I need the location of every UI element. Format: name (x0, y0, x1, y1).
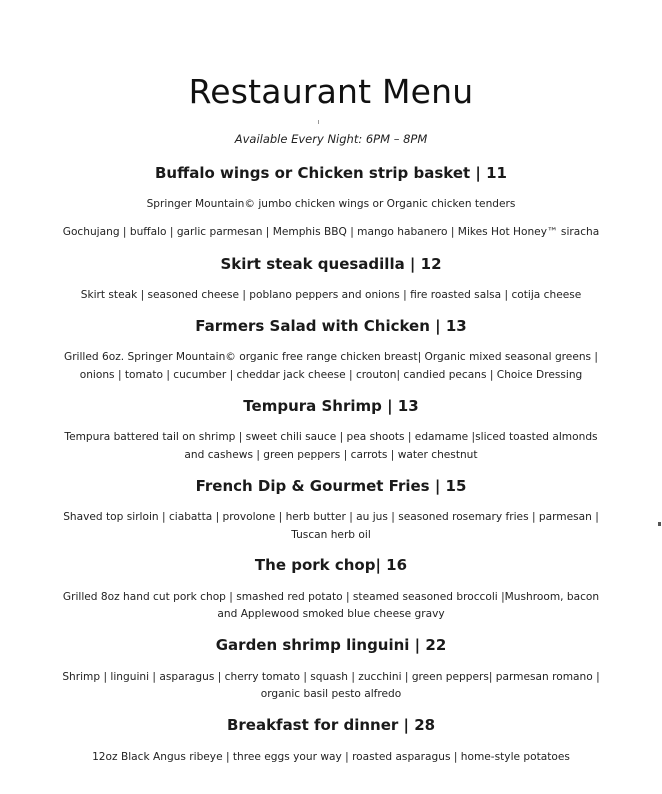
menu-item-description: 12oz Black Angus ribeye | three eggs your way | roasted asparagus | home-style potatoes (92, 751, 570, 763)
menu-item-description: organic basil pesto alfredo (260, 688, 402, 700)
menu-item-description: Skirt steak | seasoned cheese | poblano peppers and onions | fire roasted salsa | cotija cheese (80, 289, 582, 301)
menu-item-options: Gochujang | buffalo | garlic parmesan | Memphis BBQ | mango habanero | Mikes Hot Honey™ siracha (62, 226, 600, 238)
menu-item-description: onions | tomato | cucumber | cheddar jack cheese | crouton| candied pecans | Choice Dressing (79, 369, 583, 381)
menu-item-heading: Farmers Salad with Chicken | 13 (195, 317, 467, 335)
menu-item-heading: Tempura Shrimp | 13 (243, 397, 419, 415)
menu-item-description: Shrimp | linguini | asparagus | cherry tomato | squash | zucchini | green peppers| parmesan romano | (62, 671, 600, 683)
scan-speck (318, 120, 319, 124)
menu-item-description: Grilled 6oz. Springer Mountain© organic free range chicken breast| Organic mixed seasonal greens | (63, 351, 599, 363)
page-title: Restaurant Menu (188, 72, 474, 111)
menu-item-description: Grilled 8oz hand cut pork chop | smashed red potato | steamed seasoned broccoli |Mushroom, bacon (62, 591, 600, 603)
menu-item-description: Springer Mountain© jumbo chicken wings or Organic chicken tenders (146, 198, 516, 210)
menu-item-heading: Skirt steak quesadilla | 12 (220, 255, 442, 273)
menu-item-description: and Applewood smoked blue cheese gravy (217, 608, 445, 620)
menu-item-heading: Breakfast for dinner | 28 (226, 716, 436, 734)
menu-item-heading: Buffalo wings or Chicken strip basket | 11 (154, 164, 507, 182)
availability-note: Available Every Night: 6PM – 8PM (234, 132, 428, 146)
menu-item-heading: Garden shrimp linguini | 22 (215, 636, 447, 654)
menu-item-description: Tempura battered tail on shrimp | sweet chili sauce | pea shoots | edamame |sliced toasted almonds (64, 431, 598, 443)
scan-speck (658, 522, 661, 526)
menu-item-heading: The pork chop| 16 (254, 556, 408, 574)
menu-item-description: Shaved top sirloin | ciabatta | provolone | herb butter | au jus | seasoned rosemary fries | parmesan | (63, 511, 599, 523)
menu-item-heading: French Dip & Gourmet Fries | 15 (195, 477, 467, 495)
menu-item-description: Tuscan herb oil (291, 529, 371, 541)
menu-item-description: and cashews | green peppers | carrots | water chestnut (184, 449, 478, 461)
